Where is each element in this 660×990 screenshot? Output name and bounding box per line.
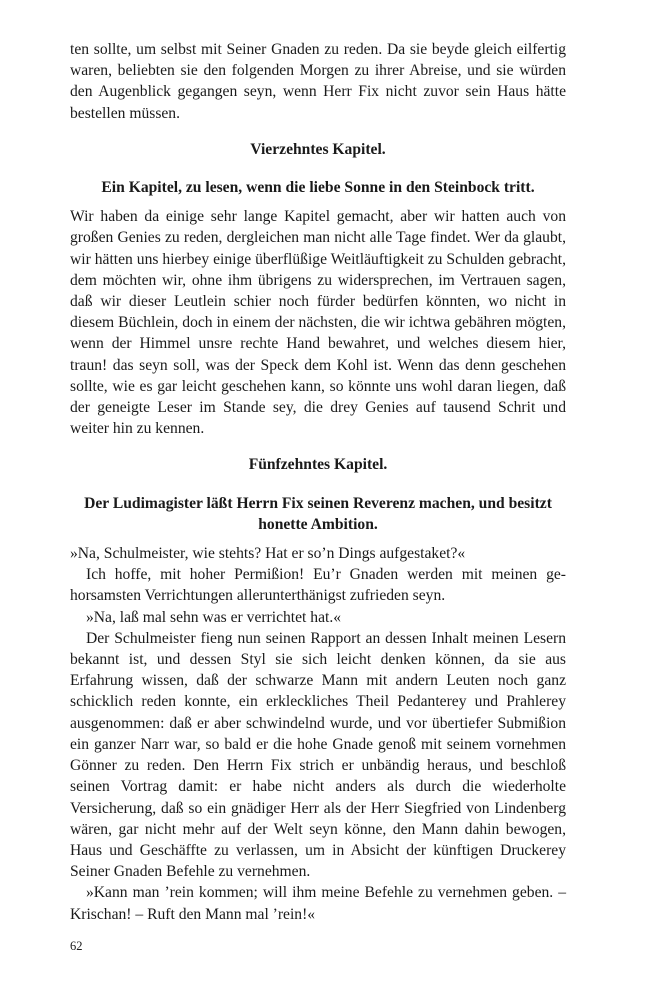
dialogue-line: »Na, Schulmeister, wie stehts? Hat er so’n Dings aufgestaket?«: [70, 545, 466, 563]
page-number: 62: [70, 939, 83, 953]
dialogue-line: »Kann man ’rein kommen; will ihm meine Befehle zu vernehmen geben. – Krischan! – Ruft den Mann mal ’rein!«: [70, 884, 566, 923]
dialogue-line: Ich hoffe, mit hoher Permißion! Eu’r Gnaden werden mit meinen gehorsamsten Verrichtungen allerunterthänigst zufrieden seyn.: [70, 566, 566, 605]
chapter-title-15: Der Ludimagister läßt Herrn Fix seinen Reverenz machen, und besitzt honette Ambition.: [84, 494, 552, 533]
paragraph: Der Schulmeister fieng nun seinen Rapport an dessen Inhalt meinen Lesern bekannt ist, und dessen Styl sie sich leicht denken können, da sie aus Erfahrung wissen, daß der schwarze Mann mit andern Leuten noch ganz schicklich reden konnte, ein erkleckliches Theil Pedanterey und Prahlerey ausgenommen: daß er aber schwindelnd wurde, und vor übertiefer Submißion ein ganzer Narr war, so bald er die hohe Gnade genoß mit seinem vornehmen Gönner zu reden. Den Herrn Fix strich er unbändig heraus, und beschloß seinen Vortrag damit: er habe nicht anders als durch die wiederholte Versicherung, daß so ein gnädiger Herr als der Herr Siegfried von Lindenberg wären, gar nicht mehr auf der Welt seyn könne, den Mann dahin bewogen, Haus und Geschäffte zu verlassen, um in Absicht der künftigen Druckerey Seiner Gnaden Befehle zu vernehmen.: [70, 629, 566, 881]
paragraph: Wir haben da einige sehr lange Kapitel gemacht, aber wir hatten auch von großen Genies zu reden, dergleichen man nicht alle Tage findet. Wer da glaubt, wir hätten uns hierbey einige überflüßige Weitläuftigkeit zu Schulden gebracht, dem möchten wir, ohne ihm übrigens zu widersprechen, im Vertrauen sagen, daß wir dieser Leutlein schier noch fürder bedürfen könnten, wo nicht in diesem Büchlein, doch in einem der nächsten, die wir ichtwa gebähren mögten, wenn der Himmel unsre rechte Hand bewahret, und welches diesem hier, traun! das seyn soll, was der Speck dem Kohl ist. Wenn das denn geschehen sollte, wie es gar leicht geschehen kann, so könnte uns wohl daran liegen, daß der geneigte Leser im Stande sey, die drey Genies auf tausend Schrit und weiter hin zu kennen.: [70, 208, 566, 438]
page-text: [70, 39, 566, 925]
dialogue-line: »Na, laß mal sehn was er verrichtet hat.«: [86, 608, 342, 626]
paragraph-continuation: ten sollte, um selbst mit Seiner Gnaden zu reden. Da sie beyde gleich eilfertig waren, beliebten sie den folgenden Morgen zu ihrer Abreise, und sie würden den Augenblick gegangen seyn, wenn Herr Fix nicht zuvor sein Haus hätte bestellen müssen.: [70, 41, 566, 122]
chapter-heading-15: Fünfzehntes Kapitel.: [248, 456, 388, 474]
chapter-title-14: Ein Kapitel, zu lesen, wenn die liebe Sonne in den Steinbock tritt.: [101, 179, 535, 197]
chapter-heading-14: Vierzehntes Kapitel.: [250, 140, 386, 158]
